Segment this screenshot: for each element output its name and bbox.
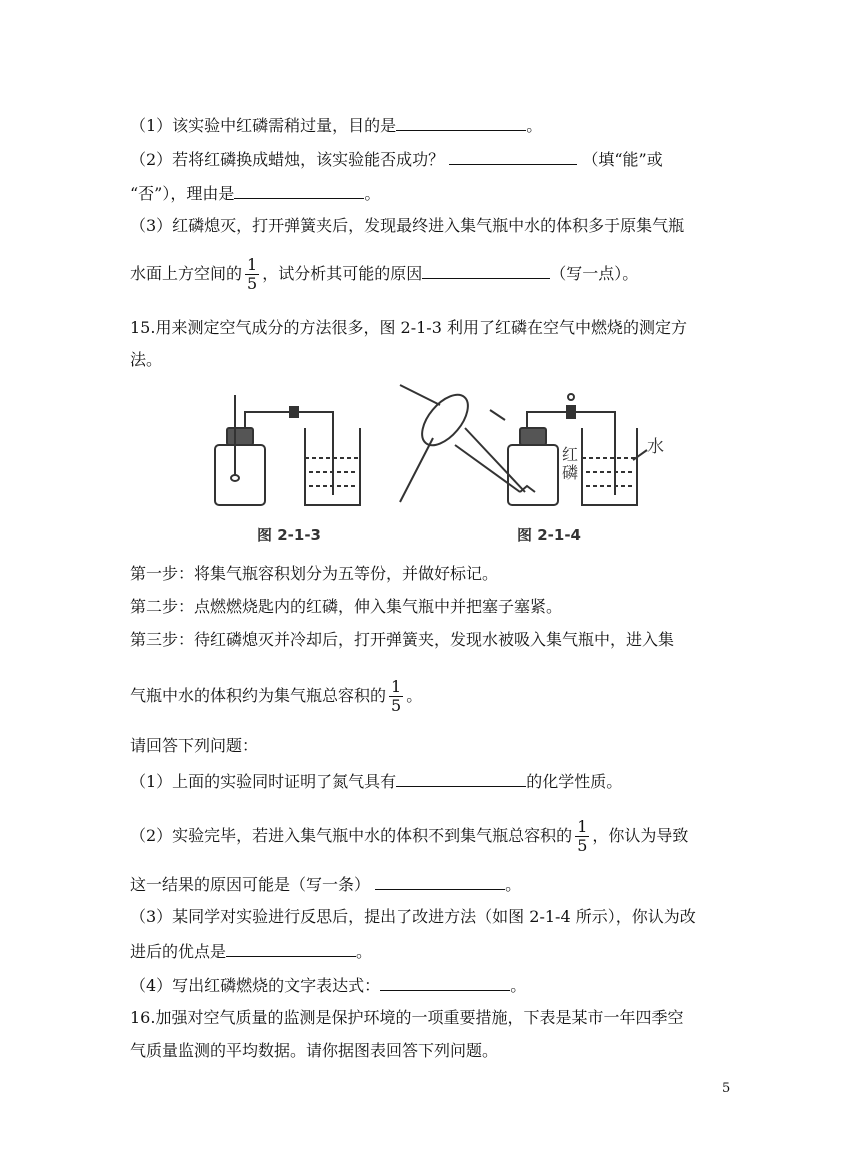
fraction-one-fifth: $\frac{1}{5}$ [247, 255, 258, 293]
red-phosphorus-dish [520, 486, 535, 492]
label-red-phos-1: 红 [562, 445, 579, 464]
fraction-one-fifth: $\frac{1}{5}$ [391, 677, 402, 715]
stopper-1 [227, 428, 253, 445]
answer-blank[interactable] [234, 182, 364, 199]
fraction-one-fifth: $\frac{1}{5}$ [577, 817, 588, 855]
figure-caption-2-1-4: 图 2-1-4 [517, 526, 581, 544]
q15-answer-2-cont: 这一结果的原因可能是（写一条） 。 [130, 875, 522, 894]
step-3: 第三步：待红磷熄灭并冷却后，打开弹簧夹，发现水被吸入集气瓶中，进入集 [130, 630, 675, 649]
q16-intro: 16.加强对空气质量的监测是保护环境的一项重要措施，下表是某市一年四季空 [130, 1008, 684, 1027]
step-1: 第一步：将集气瓶容积划分为五等份，并做好标记。 [130, 564, 499, 583]
label-water: 水 [647, 437, 664, 457]
q14-part2-cont: “否”），理由是 。 [130, 184, 381, 203]
q15-answer-4: （4）写出红磷燃烧的文字表达式： 。 [130, 976, 527, 995]
answer-blank[interactable] [226, 940, 356, 957]
q14-part3-cont: 水面上方空间的 $\frac{1}{5}$ ，试分析其可能的原因 （写一点）。 [130, 255, 639, 293]
step-3-cont: 气瓶中水的体积约为集气瓶总容积的 $\frac{1}{5}$ 。 [130, 677, 423, 715]
answer-blank[interactable] [380, 974, 510, 991]
spring-clamp-2 [567, 406, 575, 418]
apparatus-figure [205, 380, 675, 550]
stopper-2 [520, 428, 546, 445]
q15-answer-3: （3）某同学对实验进行反思后，提出了改进方法（如图 2-1-4 所示），你认为改 [130, 907, 696, 926]
spring-clamp-1 [290, 407, 298, 417]
q15-intro-cont: 法。 [130, 350, 163, 369]
water-label-pointer [633, 450, 647, 460]
combustion-spoon [231, 475, 239, 481]
label-red-phos-2: 磷 [562, 463, 579, 482]
apparatus-diagram [205, 380, 675, 550]
light-beam-2 [465, 428, 525, 492]
q15-answer-3-cont: 进后的优点是 。 [130, 942, 373, 961]
light-beam-1 [400, 385, 440, 405]
lens-handle [400, 438, 433, 502]
answer-blank[interactable] [422, 262, 550, 279]
q15-answer-1: （1）上面的实验同时证明了氮气具有 的化学性质。 [130, 772, 623, 791]
answer-blank[interactable] [396, 114, 526, 131]
figure-caption-2-1-3: 图 2-1-3 [257, 526, 321, 544]
gas-bottle-1 [215, 445, 265, 505]
answer-blank[interactable] [375, 873, 505, 890]
glass-tube-1 [245, 412, 333, 495]
q14-part3: （3）红磷熄灭，打开弹簧夹后，发现最终进入集气瓶中水的体积多于原集气瓶 [130, 216, 685, 235]
page-number: 5 [722, 1081, 731, 1096]
q15-intro: 15.用来测定空气成分的方法很多，图 2-1-3 利用了红磷在空气中燃烧的测定方 [130, 318, 687, 337]
beaker-2 [582, 428, 637, 505]
q14-part1: （1）该实验中红磷需稍过量，目的是 。 [130, 116, 543, 135]
step-2: 第二步：点燃燃烧匙内的红磷，伸入集气瓶中并把塞子塞紧。 [130, 597, 563, 616]
q14-part2: （2）若将红磷换成蜡烛，该实验能否成功？ （填“能”或 [130, 150, 663, 169]
q15-answer-2: （2）实验完毕，若进入集气瓶中水的体积不到集气瓶总容积的 $\frac{1}{5}$ ，你认为导致 [130, 817, 689, 855]
ask-heading: 请回答下列问题： [130, 736, 259, 755]
gas-bottle-2 [508, 445, 558, 505]
q16-intro-cont: 气质量监测的平均数据。请你据图表回答下列问题。 [130, 1041, 499, 1060]
answer-blank[interactable] [449, 148, 577, 165]
answer-blank[interactable] [396, 770, 526, 787]
